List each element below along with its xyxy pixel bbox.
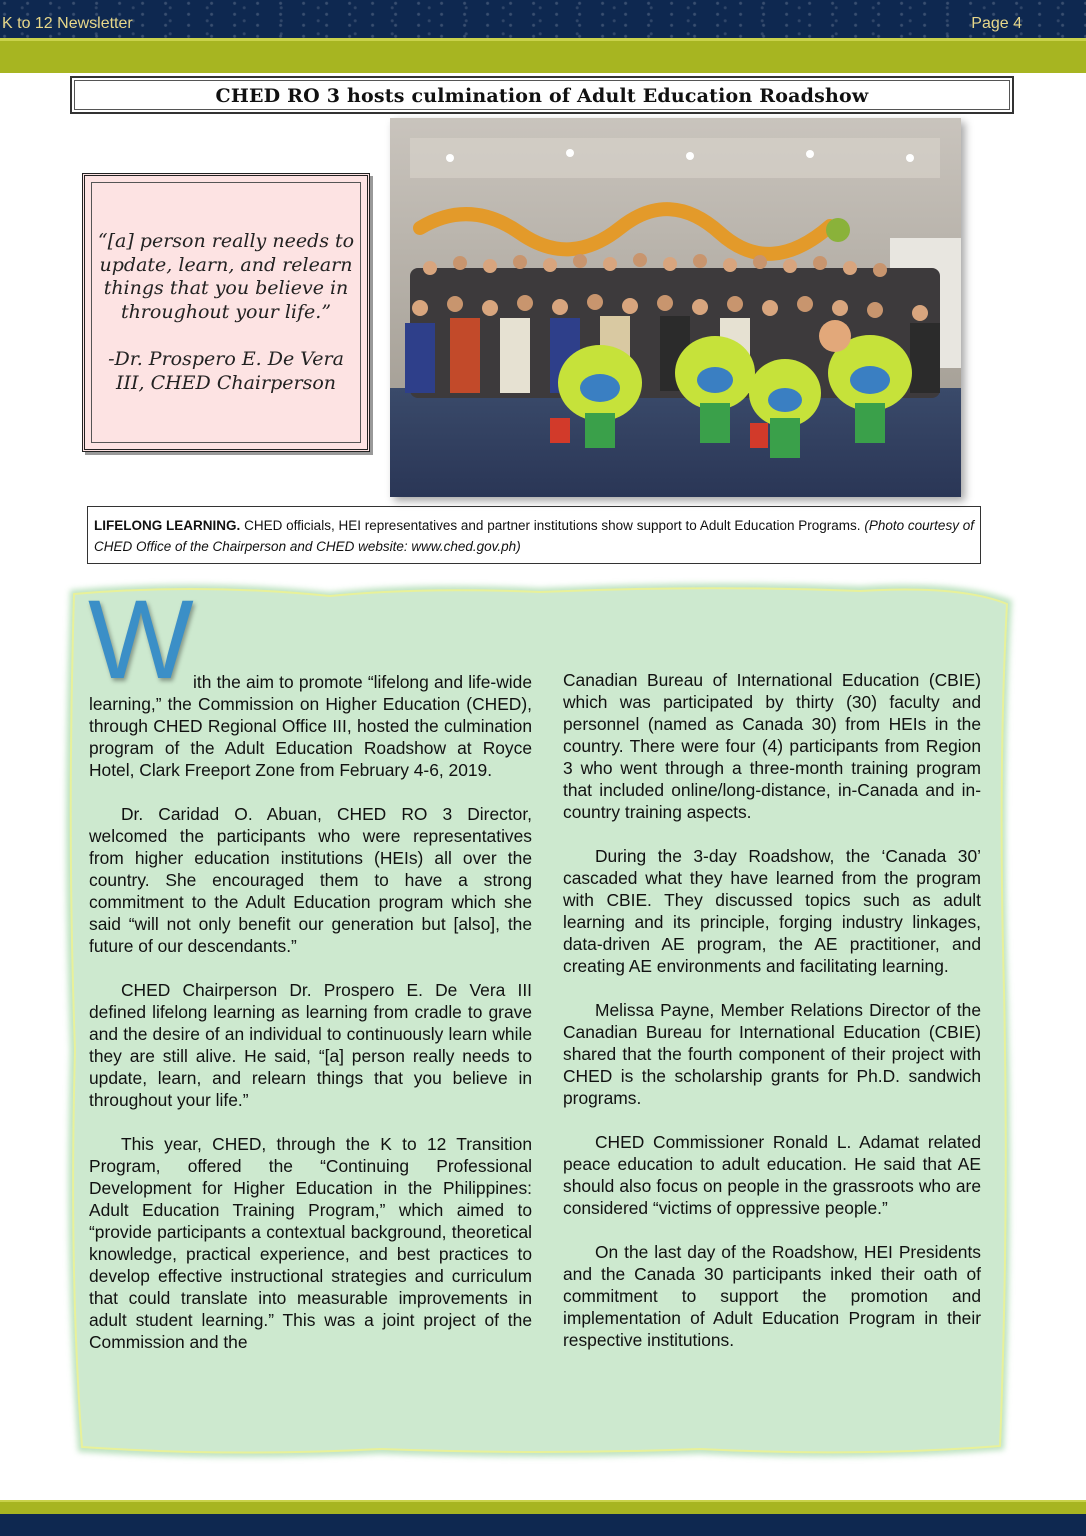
drop-cap: W bbox=[88, 577, 194, 702]
article-title: CHED RO 3 hosts culmination of Adult Education Roadshow bbox=[215, 85, 869, 107]
pull-quote-text: “[a] person really needs to update, learn, and relearn things that you believe in throughout your life.” bbox=[97, 230, 355, 323]
article-column-right bbox=[563, 669, 981, 1373]
caption-lead: LIFELONG LEARNING. bbox=[94, 518, 241, 533]
photo-caption bbox=[87, 506, 981, 564]
pull-quote-box bbox=[82, 173, 370, 452]
article-paragraph: This year, CHED, through the K to 12 Transition Program, offered the “Continuing Professional Development for Higher Education in the Philippines: Adult Education Training Program,” which aimed to “provide participants a contextual background, theoretical knowledge, practical experience, and best practices to develop effective instructional strategies and curriculum that could translate into measurable improvements in adult student learning.” This was a joint project of the Commission and the bbox=[89, 1134, 532, 1352]
article-paragraph: Melissa Payne, Member Relations Director of the Canadian Bureau for International Education (CBIE) shared that the fourth component of their project with CHED is the scholarship grants for Ph.D. sandwich programs. bbox=[563, 1000, 981, 1108]
group-photo-image bbox=[390, 118, 961, 497]
header-band bbox=[0, 0, 1086, 38]
group-photo bbox=[390, 118, 961, 497]
article-paragraph: On the last day of the Roadshow, HEI Presidents and the Canada 30 participants inked their oath of commitment to support the promotion and implementation of Adult Education Program in their respective institutions. bbox=[563, 1242, 981, 1350]
article-title-box bbox=[70, 76, 1014, 114]
article-paragraph: ith the aim to promote “lifelong and life-wide learning,” the Commission on Higher Education (CHED), through CHED Regional Office III, hosted the culmination program of the Adult Education Roadshow at Royce Hotel, Clark Freeport Zone from February 4-6, 2019. bbox=[89, 672, 532, 780]
caption-credit: (Photo courtesy of CHED Office of the Chairperson and CHED website: www.ched.gov.ph) bbox=[94, 518, 975, 554]
article-paragraph: Canadian Bureau of International Education (CBIE) which was participated by thirty (30) faculty and personnel (named as Canada 30) from HEIs in the country. There were four (4) participants from Region 3 who went through a three-month training program that included online/long-distance, in-Canada and in-country training aspects. bbox=[563, 670, 981, 822]
article-column-left bbox=[89, 671, 532, 1375]
pull-quote-attribution: -Dr. Prospero E. De Vera III, CHED Chairperson bbox=[108, 348, 344, 394]
article-paragraph: CHED Commissioner Ronald L. Adamat related peace education to adult education. He said that AE should also focus on people in the grassroots who are considered “victims of oppressive people.” bbox=[563, 1132, 981, 1218]
caption-text: CHED officials, HEI representatives and partner institutions show support to Adult Education Programs. bbox=[240, 518, 865, 533]
article-paragraph: CHED Chairperson Dr. Prospero E. De Vera III defined lifelong learning as learning from cradle to grave and the desire of an individual to continuously learn while they are still alive. He said, “[a] person really needs to update, learn, and relearn things that you believe in throughout your life.” bbox=[89, 980, 532, 1110]
footer-band bbox=[0, 1514, 1086, 1536]
header-stripe bbox=[0, 38, 1086, 73]
article-paragraph: During the 3-day Roadshow, the ‘Canada 30’ cascaded what they have learned from the program with CBIE. They discussed topics such as adult learning and its principle, forging industry linkages, data-driven AE program, the AE practitioner, and creating AE environments and facilitating learning. bbox=[563, 846, 981, 976]
article-paragraph: Dr. Caridad O. Abuan, CHED RO 3 Director, welcomed the participants who were representatives from higher education institutions (HEIs) all over the country. She encouraged them to have a strong commitment to the Adult Education program which she said “will not only benefit our generation but [also], the future of our descendants.” bbox=[89, 804, 532, 956]
page-number: Page 4 bbox=[971, 15, 1022, 32]
newsletter-title: K to 12 Newsletter bbox=[2, 15, 133, 32]
